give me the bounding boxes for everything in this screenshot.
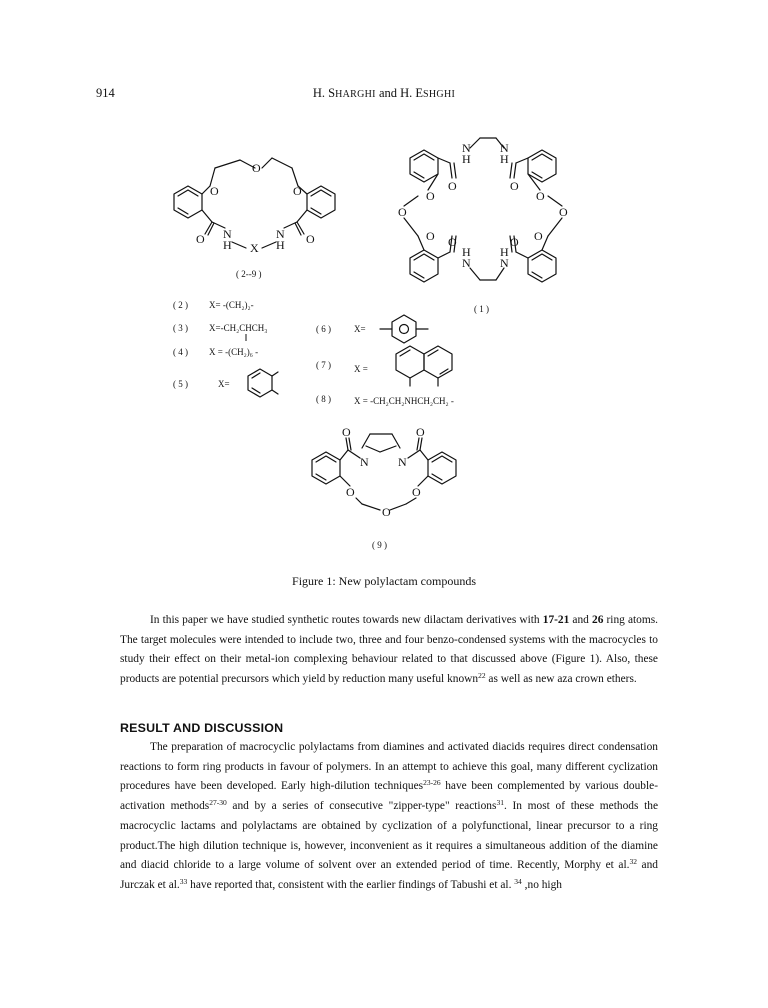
svg-text:X: X [250, 241, 259, 255]
naphthalene-7 [396, 346, 452, 386]
section-heading: RESULT AND DISCUSSION [120, 721, 284, 735]
svg-text:N: N [462, 141, 471, 155]
svg-text:O: O [412, 485, 421, 499]
svg-text:H: H [462, 152, 471, 166]
formula-7: X = [354, 364, 368, 374]
svg-text:H: H [500, 152, 509, 166]
formula-3: X=-CH₂CHCH₃ [209, 323, 268, 333]
svg-text:O: O [510, 235, 519, 249]
label-compound-8: ( 8 ) [316, 394, 331, 404]
svg-text:O: O [398, 205, 407, 219]
svg-text:N: N [500, 141, 509, 155]
svg-text:O: O [196, 232, 205, 246]
svg-text:H: H [462, 245, 471, 259]
running-header-authors: H. SHARGHI and H. ESHGHI [312, 86, 456, 100]
svg-text:O: O [426, 189, 435, 203]
svg-text:N: N [500, 256, 509, 270]
formula-4: X = -(CH₂)₆ - [209, 347, 259, 357]
svg-text:O: O [510, 179, 519, 193]
label-compound-5: ( 5 ) [173, 379, 188, 389]
svg-text:O: O [534, 229, 543, 243]
structure-1 [404, 138, 562, 282]
formula-6: X= [354, 324, 366, 334]
page-number: 914 [96, 86, 115, 100]
intro-paragraph: In this paper we have studied synthetic routes towards new dilactam derivatives with 17-21 and 26 ring atoms. The target molecules were intended to include two, three and four benzo-condensed systems with the macrocycles to study their effect on their metal-ion complexing behaviour related to that discussed above (Figure 1). Also, these products are potential precursors which yield by reduction many useful known$^{22}$ as well as new aza crown ethers. [120, 614, 659, 686]
svg-text:O: O [448, 235, 457, 249]
svg-text:O: O [416, 425, 425, 439]
svg-text:O: O [210, 184, 219, 198]
structure-9 [312, 434, 456, 510]
figure-caption: Figure 1: New polylactam compounds [292, 574, 476, 588]
svg-text:N: N [462, 256, 471, 270]
label-compound-1: ( 1 ) [474, 304, 489, 314]
svg-text:O: O [448, 179, 457, 193]
label-compound-6: ( 6 ) [316, 324, 331, 334]
svg-text:N: N [398, 455, 407, 469]
svg-text:O: O [306, 232, 315, 246]
label-compound-3: ( 3 ) [173, 323, 188, 333]
formula-2: X= -(CH₂)₂- [209, 300, 254, 310]
svg-text:H: H [276, 238, 285, 252]
label-compound-9: ( 9 ) [372, 540, 387, 550]
svg-text:N: N [360, 455, 369, 469]
label-compound-2: ( 2 ) [173, 300, 188, 310]
svg-text:N: N [223, 227, 232, 241]
benzo-substituent-5 [248, 369, 278, 397]
formula-5: X= [218, 379, 230, 389]
svg-text:O: O [346, 485, 355, 499]
svg-text:H: H [500, 245, 509, 259]
svg-text:O: O [426, 229, 435, 243]
svg-text:O: O [559, 205, 568, 219]
svg-text:O: O [536, 189, 545, 203]
svg-text:O: O [252, 161, 261, 175]
svg-text:O: O [293, 184, 302, 198]
svg-text:H: H [223, 238, 232, 252]
svg-text:O: O [382, 505, 391, 519]
label-compound-7: ( 7 ) [316, 360, 331, 370]
para-phenylene-6 [380, 315, 428, 343]
svg-text:N: N [276, 227, 285, 241]
label-compounds-2-9: ( 2--9 ) [236, 269, 262, 279]
discussion-paragraph: The preparation of macrocyclic polylactams from diamines and activated diacids requires direct condensation reactions to form ring products in favour of polymers. In an attempt to achieve this goal, many different cyclization procedures have been developed. Early high-dilution techniques$^{23-26}$ have been complemented by various double-activation methods$^{27-30}$ and by a series of consecutive "zipper-type" reactions$^{31}$. In most of these methods the macrocyclic lactams and polylactams are obtained by cyclization of a polyfunctional, linear precursor to a ring product.The high dilution technique is, however, inconvenient as it requires a simultaneous addition of the diamine and diacid chloride to a large volume of solvent over an extended period of time. Recently, Morphy et al.$^{32}$ and Jurczak et al.$^{33}$ have reported that, consistent with the earlier findings of Tabushi et al. $^{34}$ ,no high [120, 741, 659, 891]
label-compound-4: ( 4 ) [173, 347, 188, 357]
svg-text:O: O [342, 425, 351, 439]
formula-8: X = -CH₂CH₂NHCH₂CH₂ - [354, 396, 454, 406]
